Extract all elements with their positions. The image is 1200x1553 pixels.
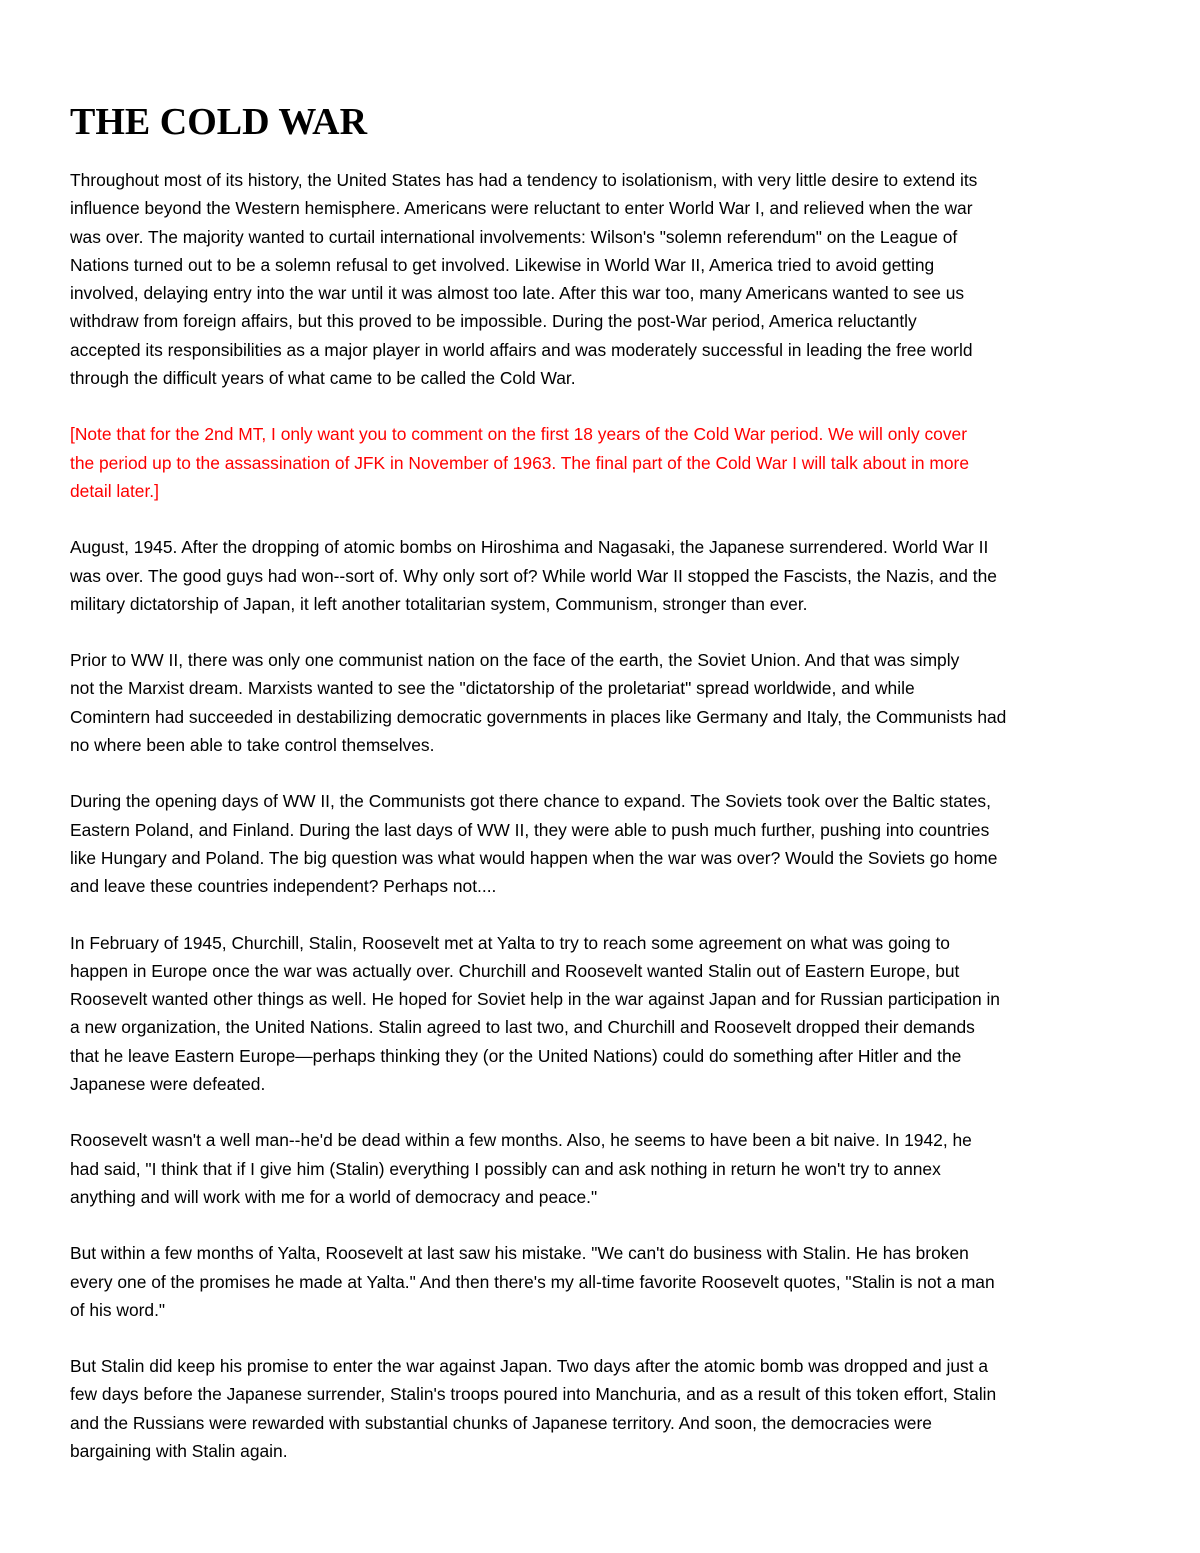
paragraph-opening-days: During the opening days of WW II, the Communists got there chance to expand. The Soviets took over the Baltic states, Eastern Poland, and Finland. During the last days of WW II, they were able to push much further, pushing into countries like Hungary and Poland. The big question was what would happen when the war was over? Would the Soviets go home and leave these countries independent? Perhaps not.... [70, 791, 998, 897]
paragraph-roosevelt-naive: Roosevelt wasn't a well man--he'd be dead within a few months. Also, he seems to have been a bit naive. In 1942, he had said, "I think that if I give him (Stalin) everything I possibly can and ask nothing in return he won't try to annex anything and will work with me for a world of democracy and peace." [70, 1130, 972, 1207]
instructor-note: [Note that for the 2nd MT, I only want you to comment on the first 18 years of the Cold War period. We will only cover the period up to the assassination of JFK in November of 1963. The final part of the Cold War I will talk about in more detail later.] [70, 424, 969, 501]
paragraph-intro: Throughout most of its history, the United States has had a tendency to isolationism, with very little desire to extend its influence beyond the Western hemisphere. Americans were reluctant to enter World War I, and relieved when the war was over. The majority wanted to curtail international involvements: Wilson's "solemn referendum" on the League of Nations turned out to be a solemn refusal to get involved. Likewise in World War II, America tried to avoid getting involved, delaying entry into the war until it was almost too late. After this war too, many Americans wanted to see us withdraw from foreign affairs, but this proved to be impossible. During the post-War period, America reluctantly accepted its responsibilities as a major player in world affairs and was moderately successful in leading the free world through the difficult years of what came to be called the Cold War. [70, 170, 978, 389]
paragraph-yalta: In February of 1945, Churchill, Stalin, Roosevelt met at Yalta to try to reach some agreement on what was going to happen in Europe once the war was actually over. Churchill and Roosevelt wanted Stalin out of Eastern Europe, but Roosevelt wanted other things as well. He hoped for Soviet help in the war against Japan and for Russian participation in a new organization, the United Nations. Stalin agreed to last two, and Churchill and Roosevelt dropped their demands that he leave Eastern Europe—perhaps thinking they (or the United Nations) could do something after Hitler and the Japanese were defeated. [70, 932, 1000, 1095]
paragraph-manchuria: But Stalin did keep his promise to enter the war against Japan. Two days after the atomic bomb was dropped and just a few days before the Japanese surrender, Stalin's troops poured into Manchuria, and as a result of this token effort, Stalin and the Russians were rewarded with substantial chunks of Japanese territory. And soon, the democracies were bargaining with Stalin again. [70, 1356, 997, 1461]
paragraph-august-1945: August, 1945. After the dropping of atomic bombs on Hiroshima and Nagasaki, the Japanese surrendered. World War II was over. The good guys had won--sort of. Why only sort of? While world War II stopped the Fascists, the Nazis, and the military dictatorship of Japan, it left another totalitarian system, Communism, stronger than ever. [70, 537, 997, 614]
paragraph-prior-to-ww2: Prior to WW II, there was only one communist nation on the face of the earth, the Soviet Union. And that was simply not the Marxist dream. Marxists wanted to see the "dictatorship of the proletariat" spread worldwide, and while Comintern had succeeded in destabilizing democratic governments in places like Germany and Italy, the Communists had no where been able to take control themselves. [70, 650, 1007, 756]
paragraph-roosevelt-mistake: But within a few months of Yalta, Roosevelt at last saw his mistake. "We can't do business with Stalin. He has broken every one of the promises he made at Yalta." And then there's my all-time favorite Roosevelt quotes, "Stalin is not a man of his word." [70, 1243, 995, 1320]
document-page [70, 98, 1132, 1493]
page-title: THE COLD WAR [70, 101, 368, 143]
